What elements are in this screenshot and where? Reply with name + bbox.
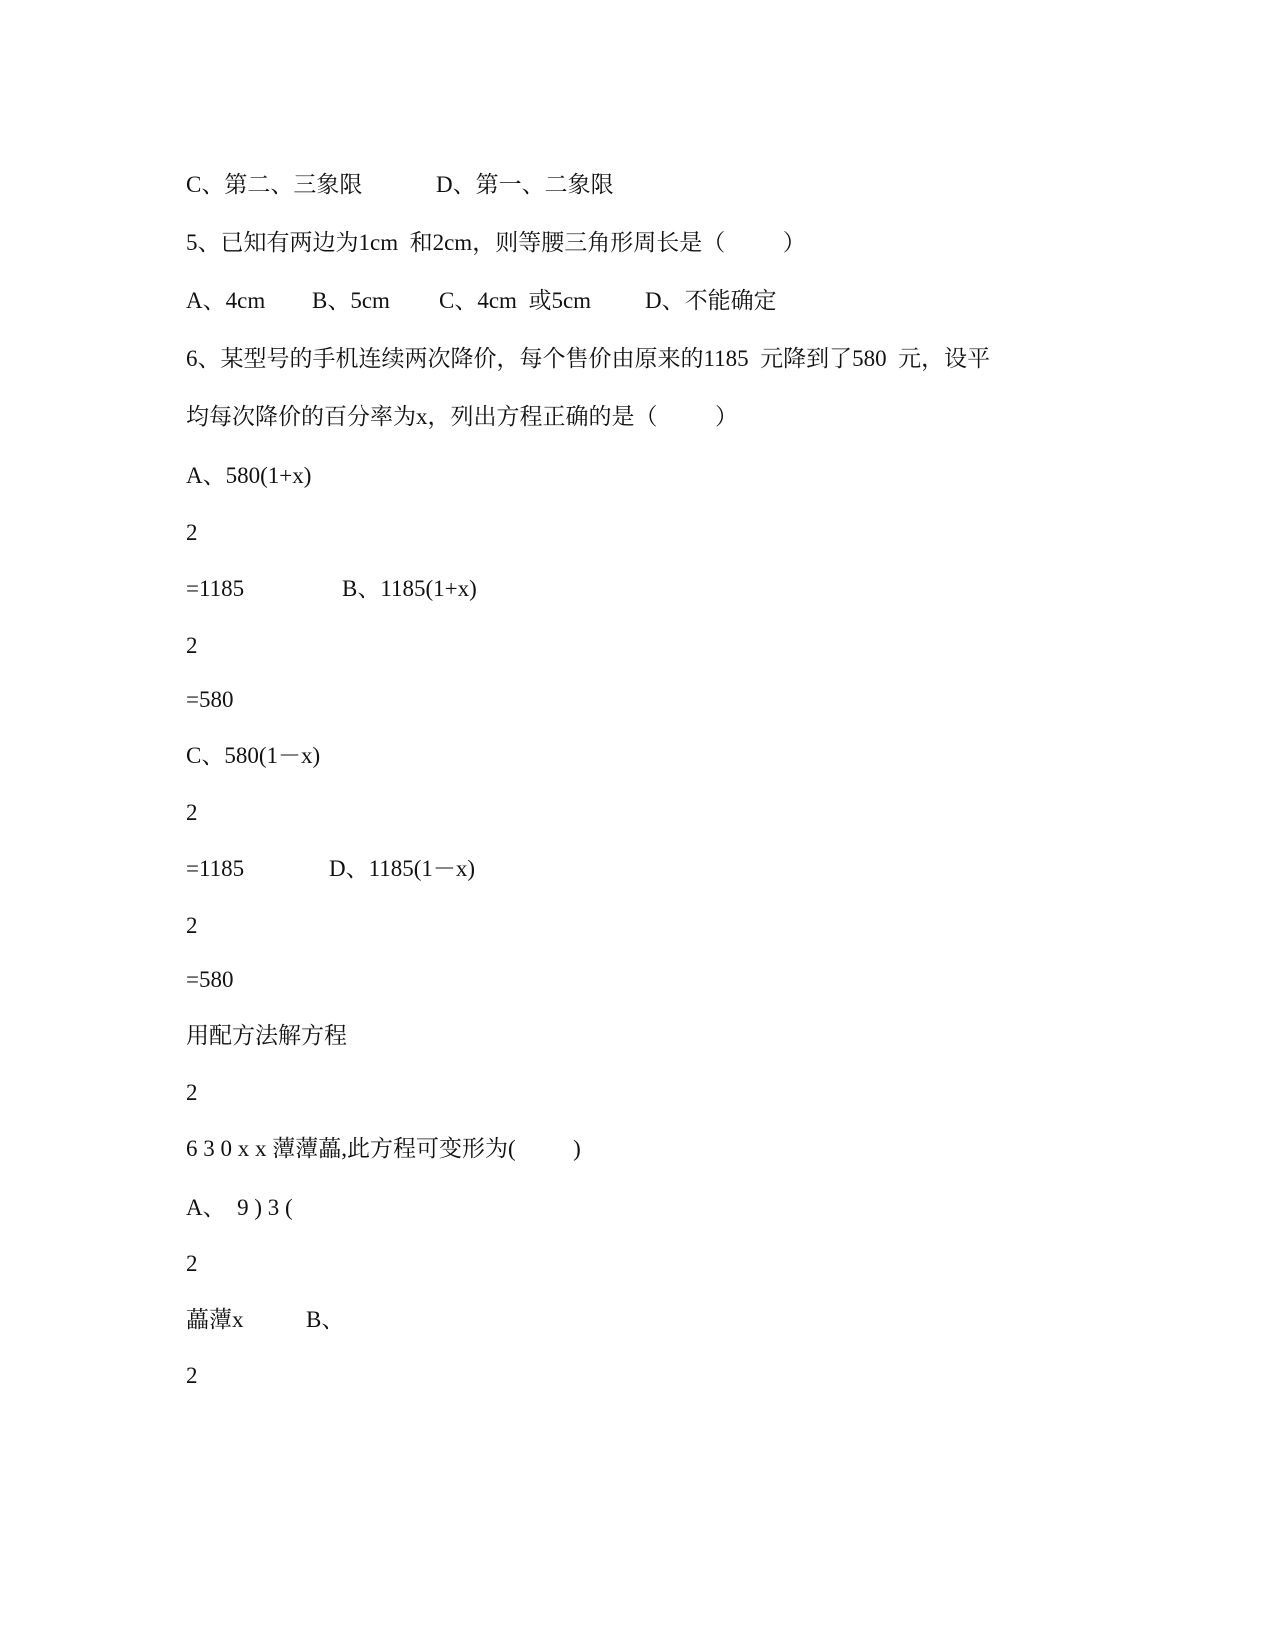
exponent-text: 2 xyxy=(186,1363,198,1388)
equation-result-text: =1185 xyxy=(186,576,245,601)
option-c-text: C、4cm 或5cm xyxy=(439,288,592,313)
equation-result-text: =580 xyxy=(186,687,234,712)
q6-option-d-text: D、1185(1－x) xyxy=(329,856,476,881)
q7-option-row-a-b xyxy=(186,1305,1186,1335)
equation-result-text: =1185 xyxy=(186,856,245,881)
exponent-text: 2 xyxy=(186,520,198,545)
question-5-options xyxy=(186,286,1186,316)
q7-option-b-text: B、 xyxy=(306,1307,345,1332)
option-a-text: A、4cm xyxy=(186,288,266,313)
option-d-text: D、不能确定 xyxy=(645,288,777,313)
option-d-text: D、第一、二象限 xyxy=(436,172,614,197)
option-b-text: B、5cm xyxy=(312,288,390,313)
q7-option-a-continuation: 藟藫x xyxy=(186,1307,244,1332)
question-7-equation-text: 6 3 0 x x 藫藫藟,此方程可变形为( ) xyxy=(186,1136,581,1161)
question-7-text: 用配方法解方程 xyxy=(186,1023,347,1048)
q6-option-b-text: B、1185(1+x) xyxy=(342,576,477,601)
question-5-text: 5、已知有两边为1cm 和2cm，则等腰三角形周长是（ ） xyxy=(186,230,806,255)
equation-result-text: =580 xyxy=(186,967,234,992)
q6-option-row-c-d xyxy=(186,854,1186,884)
q6-option-row-a-b xyxy=(186,574,1186,604)
option-c-text: C、第二、三象限 xyxy=(186,172,363,197)
q6-option-a-text: A、580(1+x) xyxy=(186,463,312,488)
exponent-text: 2 xyxy=(186,913,198,938)
exponent-text: 2 xyxy=(186,1080,198,1105)
option-row-c-d-quadrants xyxy=(186,170,1186,200)
exponent-text: 2 xyxy=(186,800,198,825)
q6-option-c-text: C、580(1－x) xyxy=(186,743,321,768)
question-6-text-line-2: 均每次降价的百分率为x，列出方程正确的是（ ） xyxy=(186,404,738,429)
exponent-text: 2 xyxy=(186,633,198,658)
question-6-text-line-1: 6、某型号的手机连续两次降价，每个售价由原来的1185 元降到了580 元，设平 xyxy=(186,346,991,371)
q7-option-a-text: A、 9 ) 3 ( xyxy=(186,1195,293,1220)
exponent-text: 2 xyxy=(186,1251,198,1276)
